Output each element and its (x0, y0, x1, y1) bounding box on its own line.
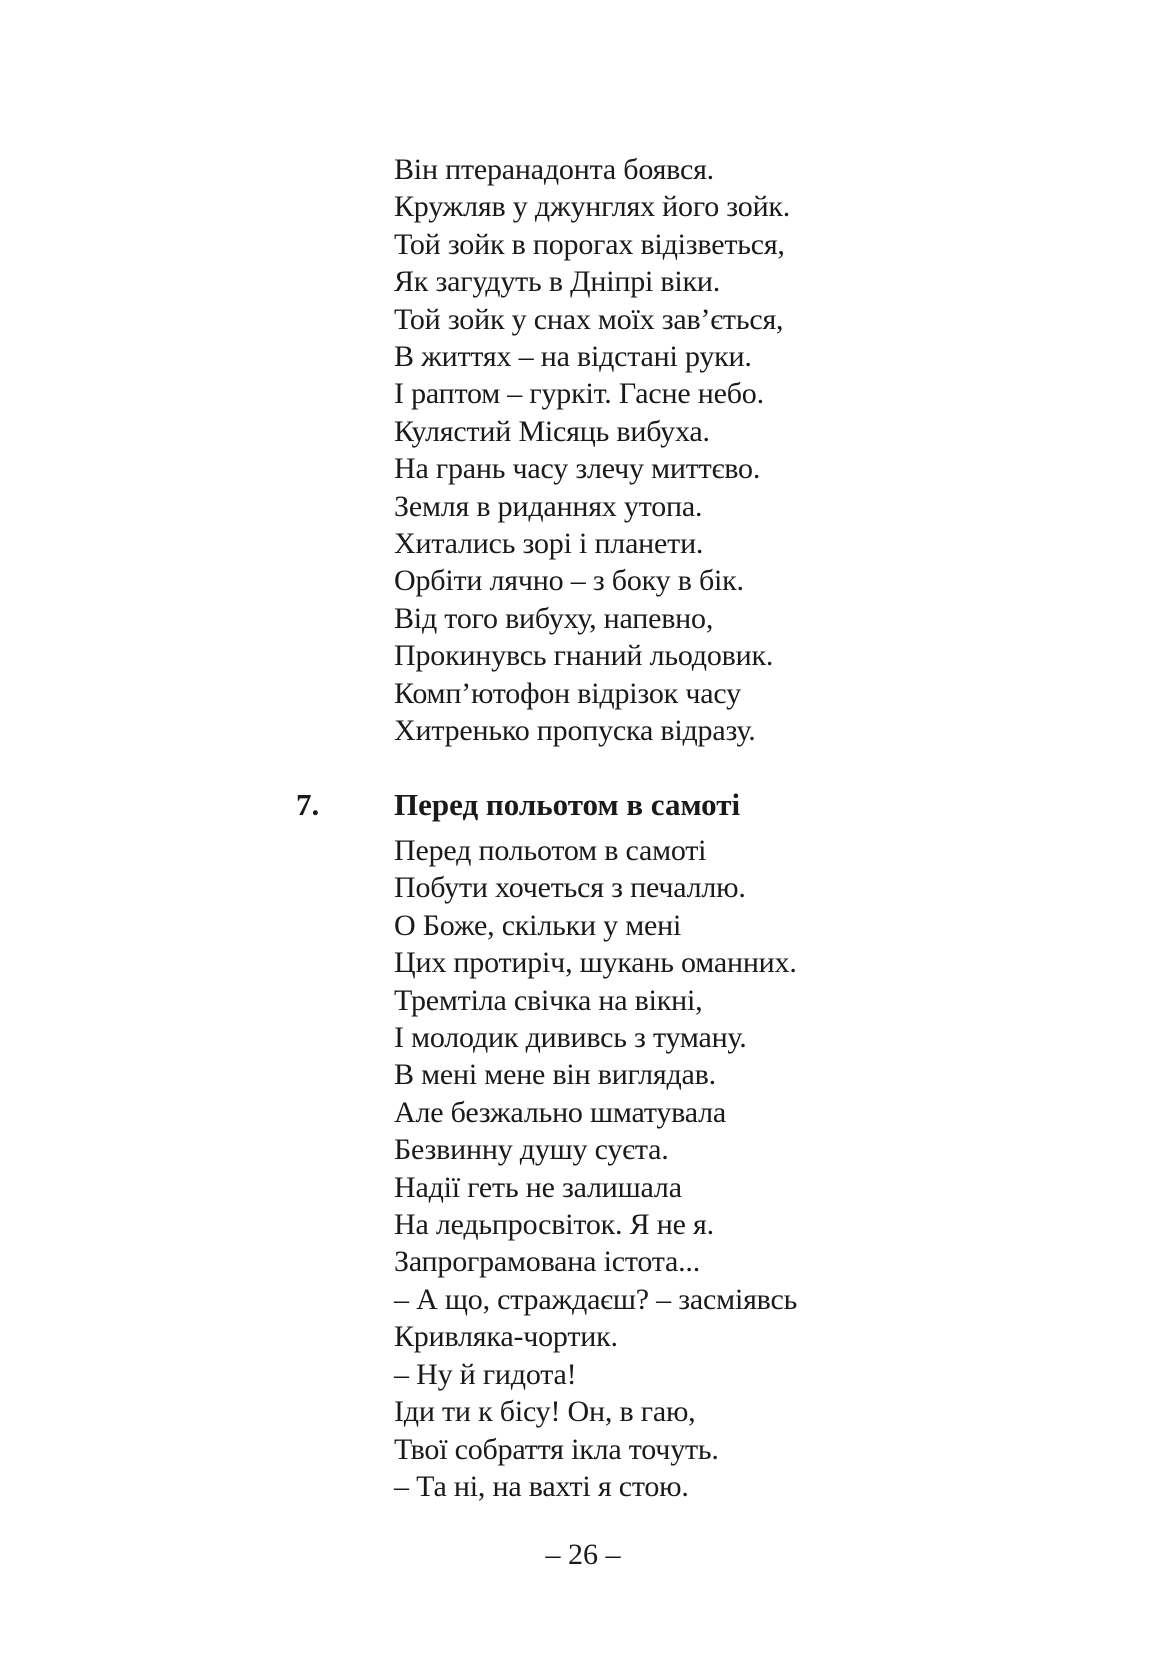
poem-line: О Боже, скільки у мені (394, 908, 682, 942)
poem-line: Від того вибуху, напевно, (394, 601, 714, 635)
section-number: 7. (296, 787, 320, 822)
poem-line: Він птеранадонта боявся. (394, 153, 714, 186)
poem-line: Хитренько пропуска відразу. (394, 714, 756, 748)
poem-body (394, 832, 797, 1505)
poem-line: Але безжально шматувала (394, 1095, 726, 1129)
poem-line: Тремтіла свічка на вікні, (394, 983, 703, 1017)
poem-line: Запрограмована істота... (394, 1245, 701, 1279)
poem-line: На грань часу злечу миттєво. (394, 452, 761, 486)
poem-line: – Ну й гидота! (394, 1357, 577, 1391)
poem-line: В життях – на відстані руки. (394, 340, 752, 374)
poem-line: Надії геть не залишала (394, 1170, 682, 1204)
poem-continuation (394, 151, 790, 750)
poem-line: Побути хочеться з печаллю. (394, 871, 746, 905)
poem-line: Безвинну душу суєта. (394, 1133, 669, 1167)
poem-line: Комп’ютофон відрізок часу (394, 676, 741, 710)
poem-line: – Та ні, на вахті я стою. (394, 1469, 689, 1503)
poem-line: Кулястий Місяць вибуха. (394, 414, 710, 448)
section-title: Перед польотом в самоті (394, 787, 741, 822)
poem-line: На ледьпросвіток. Я не я. (394, 1208, 714, 1242)
poem-line: Кривляка-чортик. (394, 1320, 618, 1354)
section-heading (0, 783, 1166, 827)
poem-line: Орбіти лячно – з боку в бік. (394, 564, 744, 598)
poem-line: Кружляв у джунглях його зойк. (394, 190, 791, 224)
poem-line: Іди ти к бісу! Он, в гаю, (394, 1395, 696, 1429)
poem-line: І раптом – гуркіт. Гасне небо. (394, 377, 764, 411)
poem-line: Прокинувсь гнаний льодовик. (394, 639, 774, 673)
poem-line: Перед польотом в самоті (394, 834, 707, 867)
poem-line: Той зойк в порогах відізветься, (394, 227, 785, 261)
poem-line: Той зойк у снах моїх зав’ється, (394, 302, 784, 336)
poem-line: І молодик дививсь з туману. (394, 1021, 747, 1055)
poem-line: Як загудуть в Дніпрі віки. (394, 265, 721, 299)
poem-line: – А що, страждаєш? – засміявсь (394, 1282, 798, 1316)
poem-line: Цих протиріч, шукань оманних. (394, 946, 797, 980)
poem-line: Земля в риданнях утопа. (394, 489, 703, 523)
poem-line: В мені мене він виглядав. (394, 1058, 716, 1092)
poem-line: Твої собраття ікла точуть. (394, 1432, 719, 1466)
page-number: – 26 – (545, 1538, 621, 1571)
poem-line: Хитались зорі і планети. (394, 527, 704, 561)
